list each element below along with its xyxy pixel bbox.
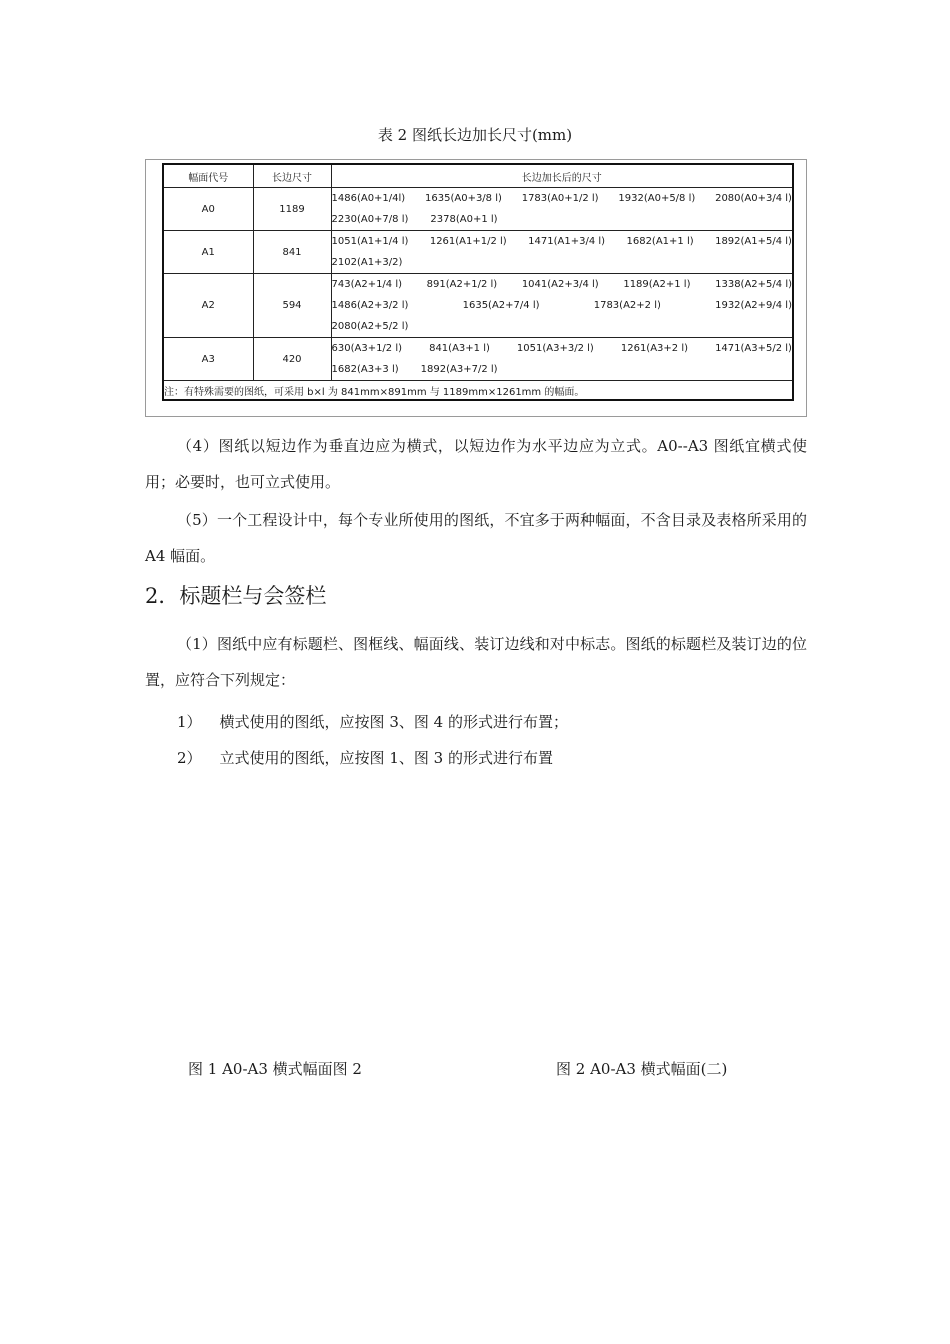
extended-size-value: 1471(A1+3/4 l) [528, 236, 606, 247]
extended-size-value: 2080(A2+5/2 l) [331, 321, 409, 332]
list-item-number: 2） [177, 749, 202, 767]
table-row [163, 338, 793, 381]
cell-extended-sizes [331, 188, 793, 231]
list-item-text: 立式使用的图纸，应按图 1、图 3 的形式进行布置 [219, 749, 553, 767]
cell-extended-sizes [331, 274, 793, 338]
cell-code: A2 [163, 274, 253, 338]
figure-caption-1: 图 1 A0-A3 横式幅面图 2 [188, 1060, 362, 1078]
extended-size-value: 630(A3+1/2 l) [331, 343, 403, 354]
list-item-number: 1） [177, 713, 202, 731]
extended-size-line [332, 338, 793, 359]
extended-size-value: 1682(A3+3 l) [331, 364, 399, 375]
table-note: 注：有特殊需要的图纸，可采用 b×l 为 841mm×891mm 与 1189mm×1261mm 的幅面。 [163, 381, 793, 401]
table-row [163, 231, 793, 274]
extended-size-value: 1682(A1+1 l) [626, 236, 694, 247]
extended-size-value: 1051(A1+1/4 l) [331, 236, 409, 247]
cell-extended-sizes [331, 231, 793, 274]
extended-size-value: 1041(A2+3/4 l) [521, 279, 599, 290]
extended-size-value: 1635(A2+7/4 l) [462, 300, 540, 311]
list-item-text: 横式使用的图纸，应按图 3、图 4 的形式进行布置； [219, 713, 568, 731]
header-length: 长边尺寸 [253, 164, 331, 188]
extended-size-value: 1051(A3+3/2 l) [516, 343, 594, 354]
extended-size-value: 1261(A3+2 l) [620, 343, 689, 354]
table-header-row [163, 164, 793, 188]
extended-size-value: 1471(A3+5/2 l) [715, 343, 792, 354]
header-extended: 长边加长后的尺寸 [331, 164, 793, 188]
extended-size-value: 2378(A0+1 l) [430, 214, 498, 225]
extended-size-value: 1486(A0+1/4l) [331, 193, 406, 204]
extended-size-value: 1338(A2+5/4 l) [715, 279, 792, 290]
extended-size-value: 1932(A2+9/4 l) [715, 300, 792, 311]
cell-code: A3 [163, 338, 253, 381]
cell-extended-sizes [331, 338, 793, 381]
table-caption: 表 2 图纸长边加长尺寸(mm) [377, 126, 573, 144]
extended-size-value: 1189(A2+1 l) [623, 279, 691, 290]
extended-size-line [332, 209, 793, 230]
section-heading: 2．标题栏与会签栏 [145, 584, 327, 608]
table-note-row [163, 381, 793, 401]
extended-size-value: 1932(A0+5/8 l) [618, 193, 696, 204]
figure-caption-2: 图 2 A0-A3 横式幅面(二) [556, 1060, 728, 1078]
paragraph-4: （4）图纸以短边作为垂直边应为横式，以短边作为水平边应为立式。A0--A3 图纸宜横式使用；必要时，也可立式使用。 [145, 437, 807, 491]
extended-size-value: 2080(A0+3/4 l) [715, 193, 792, 204]
cell-length: 841 [253, 231, 331, 274]
cell-length: 594 [253, 274, 331, 338]
cell-length: 1189 [253, 188, 331, 231]
extended-size-value: 1635(A0+3/8 l) [425, 193, 502, 204]
extended-size-line [332, 252, 793, 273]
extended-size-line [332, 359, 793, 380]
extended-size-value: 1261(A1+1/2 l) [429, 236, 507, 247]
extended-size-line [332, 231, 793, 252]
cell-length: 420 [253, 338, 331, 381]
paragraph-5: （5）一个工程设计中，每个专业所使用的图纸，不宜多于两种幅面，不含目录及表格所采用的 A4 幅面。 [145, 511, 807, 565]
cell-code: A0 [163, 188, 253, 231]
extended-size-value: 2102(A1+3/2) [331, 257, 403, 268]
section-paragraph: （1）图纸中应有标题栏、图框线、幅面线、装订边线和对中标志。图纸的标题栏及装订边的位置，应符合下列规定： [145, 635, 807, 689]
extended-size-value: 1783(A2+2 l) [593, 300, 661, 311]
extended-size-value: 743(A2+1/4 l) [331, 279, 403, 290]
extended-size-line [332, 295, 793, 316]
list-item [177, 747, 553, 768]
extended-size-value: 1783(A0+1/2 l) [521, 193, 599, 204]
extended-size-value: 2230(A0+7/8 l) [331, 214, 409, 225]
extended-size-value: 1486(A2+3/2 l) [331, 300, 409, 311]
header-code: 幅面代号 [163, 164, 253, 188]
extended-size-value: 1892(A3+7/2 l) [420, 364, 498, 375]
cell-code: A1 [163, 231, 253, 274]
list-item [177, 711, 568, 732]
table-row [163, 188, 793, 231]
paper-size-table [162, 163, 794, 401]
extended-size-line [332, 188, 793, 209]
extended-size-value: 1892(A1+5/4 l) [715, 236, 792, 247]
extended-size-line [332, 274, 793, 295]
table-row [163, 274, 793, 338]
extended-size-value: 841(A3+1 l) [429, 343, 490, 354]
extended-size-line [332, 316, 793, 337]
extended-size-value: 891(A2+1/2 l) [426, 279, 498, 290]
table-image-frame [145, 159, 807, 417]
